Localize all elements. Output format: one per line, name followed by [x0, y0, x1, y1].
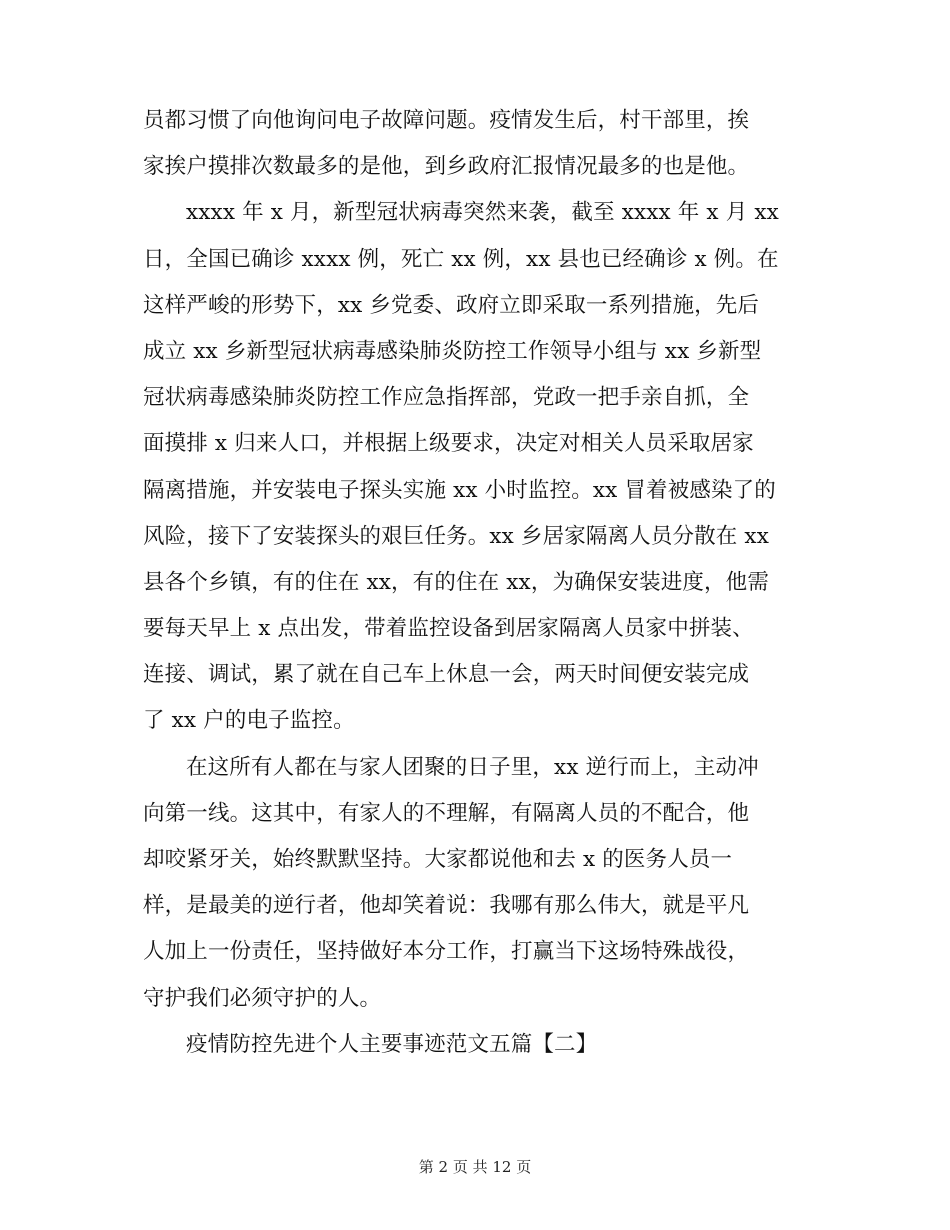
text-line: 向第一线。这其中，有家人的不理解，有隔离人员的不配合，他	[143, 800, 750, 826]
text-line: 日，全国已确诊 xxxx 例，死亡 xx 例，xx 县也已经确诊 x 例。在	[143, 246, 779, 272]
text-line: 人加上一份责任，坚持做好本分工作，打赢当下这场特殊战役，	[143, 939, 750, 965]
text-line: 员都习惯了向他询问电子故障问题。疫情发生后，村干部里，挨	[143, 108, 750, 133]
text-line: 县各个乡镇，有的住在 xx，有的住在 xx，为确保安装进度，他需	[143, 569, 769, 595]
page-number-footer: 第 2 页 共 12 页	[418, 1158, 532, 1176]
text-line: 成立 xx 乡新型冠状病毒感染肺炎防控工作领导小组与 xx 乡新型	[143, 338, 762, 364]
text-line: 了 xx 户的电子监控。	[143, 708, 355, 734]
text-line: 样，是最美的逆行者，他却笑着说：我哪有那么伟大，就是平凡	[143, 893, 750, 919]
text-line: 这样严峻的形势下，xx 乡党委、政府立即采取一系列措施，先后	[143, 292, 760, 318]
section-heading: 疫情防控先进个人主要事迹范文五篇【二】	[186, 1031, 598, 1057]
text-line: xxxx 年 x 月，新型冠状病毒突然来袭，截至 xxxx 年 x 月 xx	[186, 200, 779, 226]
text-line: 在这所有人都在与家人团聚的日子里，xx 逆行而上，主动冲	[186, 754, 759, 780]
text-line: 家挨户摸排次数最多的是他，到乡政府汇报情况最多的也是他。	[143, 154, 750, 180]
text-line: 风险，接下了安装探头的艰巨任务。xx 乡居家隔离人员分散在 xx	[143, 523, 769, 549]
text-line: 面摸排 x 归来人口，并根据上级要求，决定对相关人员采取居家	[143, 431, 754, 457]
body-text	[143, 98, 811, 1068]
text-line: 隔离措施，并安装电子探头实施 xx 小时监控。xx 冒着被感染了的	[143, 477, 776, 503]
text-line: 要每天早上 x 点出发，带着监控设备到居家隔离人员家中拼装、	[143, 616, 754, 642]
text-line: 连接、调试，累了就在自己车上休息一会，两天时间便安装完成	[143, 662, 750, 688]
text-line: 却咬紧牙关，始终默默坚持。大家都说他和去 x 的医务人员一	[143, 847, 733, 872]
text-line: 守护我们必须守护的人。	[143, 985, 382, 1011]
text-line: 冠状病毒感染肺炎防控工作应急指挥部，党政一把手亲自抓，全	[143, 385, 750, 411]
